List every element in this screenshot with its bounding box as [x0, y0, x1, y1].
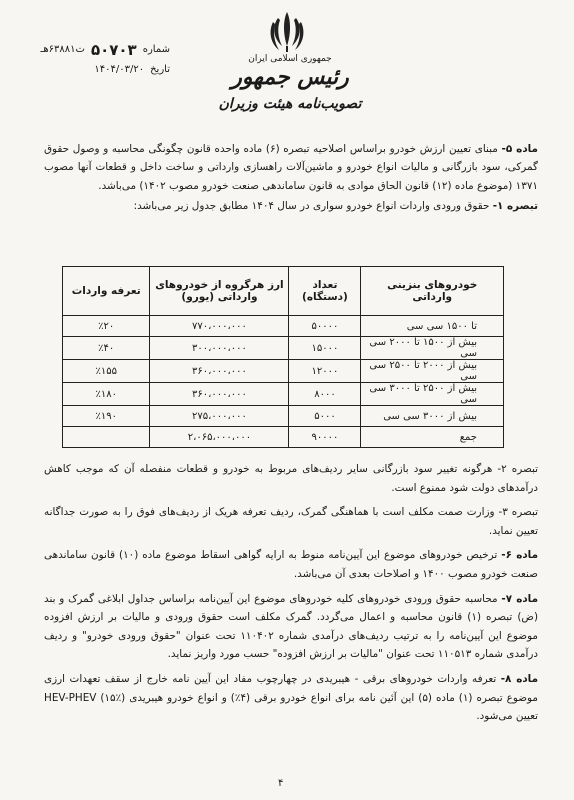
header-count: تعداد (دستگاه): [289, 267, 361, 316]
cell-currency: ۲۷۵،۰۰۰،۰۰۰: [150, 406, 289, 427]
cell-tariff: ٪۱۵۵: [63, 360, 150, 383]
header-currency: ارز هرگروه از خودروهای وارداتی (یورو): [150, 267, 289, 316]
article-5-label: ماده ۵-: [501, 143, 538, 155]
reference-date: ۱۴۰۴/۰۳/۲۰: [94, 64, 145, 75]
table-header-row: [63, 267, 504, 316]
article-5-paragraph: [44, 140, 538, 195]
table-row: [63, 316, 504, 337]
cell-total-count: ۹۰۰۰۰: [289, 427, 361, 448]
article-6-text: ترخیص خودروهای موضوع این آیین‌نامه منوط به ارایه گواهی اسقاط موضوع ماده (۱۰) قانون ساماندهی صنعت خودرو مصوب ۱۴۰۰ و اصلاحات بعدی آن می‌باشد.: [44, 549, 538, 580]
cell-count: ۵۰۰۰۰: [289, 316, 361, 337]
cell-currency: ۷۷۰،۰۰۰،۰۰۰: [150, 316, 289, 337]
decree-subtitle: تصویب‌نامه هیئت وزیران: [218, 96, 362, 112]
cell-count: ۱۲۰۰۰: [289, 360, 361, 383]
table-row: [63, 406, 504, 427]
cell-count: ۵۰۰۰: [289, 406, 361, 427]
reference-number: ۵۰۷۰۳: [90, 41, 137, 59]
article-7-text: محاسبه حقوق ورودی خودروهای کلیه خودروهای موضوع این آیین‌نامه براساس جداول ابلاغی گمرک و بند (ض) تبصره (۱) قانون محاسبه و اعمال می‌گردد. گمرک مکلف است حقوق ورودی و مالیات بر ارزش افزوده موضوع این آیین‌نامه را به ترتیب ردیف‌های درآمدی شماره ۱۱۰۴۰۲ تحت عنوان "حقوق ورودی خودرو" و ردیف درآمدی شماره ۱۱۰۵۱۳ تحت عنوان "مالیات بر ارزش افزوده" حسب مورد واریز نماید.: [44, 592, 539, 661]
cell-category: تا ۱۵۰۰ سی سی: [361, 316, 504, 337]
note-2-paragraph: تبصره ۲- هرگونه تغییر سود بازرگانی سایر ردیف‌های مربوط به خودرو و قطعات منفصله آن که موجب کاهش درآمدهای دولت شود ممنوع است.: [44, 463, 538, 494]
president-title: رئیس جمهور: [231, 64, 349, 90]
note-1-label: تبصره ۱-: [492, 200, 538, 213]
table-total-row: [63, 427, 504, 448]
reference-block: [20, 40, 170, 80]
cell-category: بیش از ۲۰۰۰ تا ۲۵۰۰ سی سی: [361, 360, 504, 383]
cell-currency: ۳۰۰،۰۰۰،۰۰۰: [150, 337, 289, 360]
tarikh-label: تاریخ: [150, 64, 170, 75]
cell-total-tariff: [63, 427, 150, 448]
cell-currency: ۳۶۰،۰۰۰،۰۰۰: [150, 360, 289, 383]
cell-count: ۸۰۰۰: [289, 383, 361, 406]
cell-category: بیش از ۱۵۰۰ تا ۲۰۰۰ سی سی: [361, 337, 504, 360]
article-6-label: ماده ۶-: [501, 549, 538, 562]
cell-tariff: ٪۲۰: [63, 316, 150, 337]
page-number: ۴: [278, 778, 284, 789]
article-7-paragraph: [44, 590, 538, 664]
table-row: [63, 337, 504, 360]
republic-label: جمهوری اسلامی ایران: [248, 54, 332, 64]
header-vehicle-type: خودروهای بنزینی وارداتی: [361, 267, 504, 316]
reference-suffix: ت۶۳۸۸۱هـ: [40, 44, 85, 55]
article-8-label: ماده ۸-: [500, 672, 538, 685]
cell-count: ۱۵۰۰۰: [289, 337, 361, 360]
cell-tariff: ٪۱۸۰: [63, 383, 150, 406]
cell-total-currency: ۲،۰۶۵،۰۰۰،۰۰۰: [150, 427, 289, 448]
article-7-label: ماده ۷-: [501, 592, 538, 605]
shomare-label: شماره: [142, 44, 170, 55]
cell-tariff: ٪۱۹۰: [63, 406, 150, 427]
cell-category: بیش از ۲۵۰۰ تا ۳۰۰۰ سی سی: [361, 383, 504, 406]
header-tariff: تعرفه واردات: [63, 267, 150, 316]
article-8-text: تعرفه واردات خودروهای برقی - هیبریدی در چهارچوب مفاد این آیین نامه خارج از سقف تعهدات ارزی موضوع تبصره (۱) ماده (۵) این آئین نامه برای انواع خودرو برقی (۴٪) و انواع خودرو هیبریدی HEV-PHEV (۱۵٪) تعیین می‌شود.: [44, 672, 538, 723]
cell-tariff: ٪۴۰: [63, 337, 150, 360]
article-6-paragraph: [44, 546, 538, 583]
cell-currency: ۳۶۰،۰۰۰،۰۰۰: [150, 383, 289, 406]
cell-category: بیش از ۳۰۰۰ سی سی: [361, 406, 504, 427]
article-5-section: [44, 140, 538, 216]
article-8-paragraph: [44, 670, 538, 726]
lower-section: [44, 460, 538, 732]
iran-emblem-icon: [266, 8, 308, 54]
note-1-paragraph: [44, 197, 538, 215]
article-5-text: مبنای تعیین ارزش خودرو براساس اصلاحیه تبصره (۶) ماده واحده قانون چگونگی محاسبه و وصول حقوق گمرکی، سود بازرگانی و مالیات انواع خودرو و ماشین‌آلات راهسازی وارداتی و ساخت داخل و قطعات آنها مصوب ۱۳۷۱ (موضوع ماده (۱۲) قانون الحاق موادی به قانون ساماندهی صنعت خودرو مصوب ۱۴۰۲) می‌باشد.: [44, 143, 538, 192]
table-row: [63, 383, 504, 406]
tariff-table: [62, 266, 504, 448]
note-1-text: حقوق ورودی واردات انواع خودرو سواری در سال ۱۴۰۴ مطابق جدول زیر می‌باشد:: [133, 200, 493, 213]
table-row: [63, 360, 504, 383]
cell-total-label: جمع: [361, 427, 504, 448]
note-3-paragraph: تبصره ۳- وزارت صمت مکلف است با هماهنگی گمرک، ردیف تعرفه هریک از ردیف‌های فوق را به صورت جداگانه تعیین نماید.: [44, 506, 538, 537]
